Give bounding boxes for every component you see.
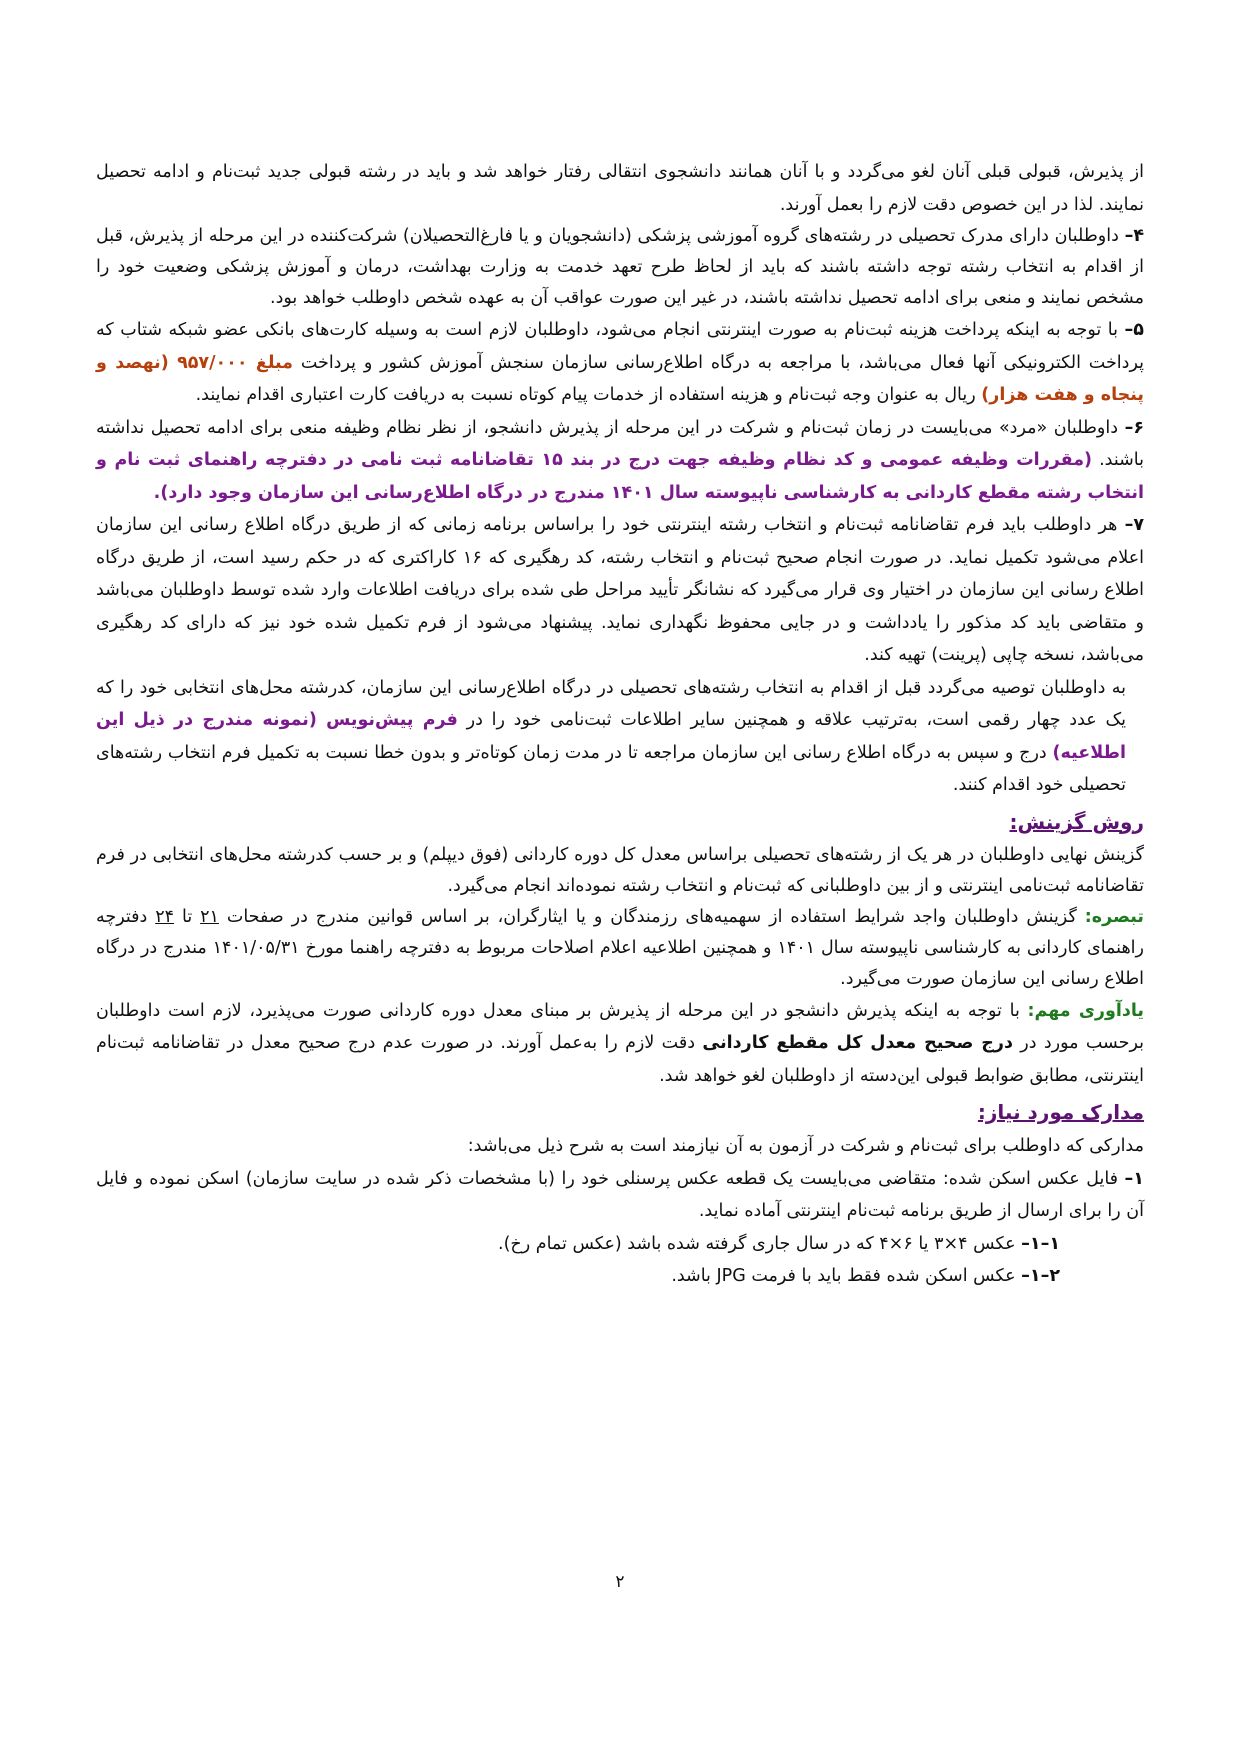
page-to: ۲۴	[155, 906, 175, 927]
note-label: تبصره:	[1084, 906, 1144, 927]
item-6	[96, 412, 1144, 510]
note-text: گزینش داوطلبان واجد شرایط استفاده از سهمیه‌های رزمندگان و یا ایثارگران، بر اساس قوانین مندرج در صفحات	[226, 906, 1077, 927]
item-text: فایل عکس اسکن شده: متقاضی می‌بایست یک قطعه عکس پرسنلی خود را (با مشخصات ذکر شده در سایت سازمان) اسکن نموده و فایل آن را برای ارسال از طریق برنامه ثبت‌نام اینترنتی آماده نماید.	[96, 1168, 1144, 1221]
documents-sub-item-1	[96, 1228, 1144, 1261]
item-number: ۵–	[1124, 320, 1144, 340]
gpa-emphasis: درج صحیح معدل کل مقطع کاردانی	[702, 1033, 1013, 1053]
advice-text: به داوطلبان توصیه می‌گردد قبل از اقدام به انتخاب رشته‌های تحصیلی در درگاه اطلاع‌رسانی این سازمان، کدرشته محل‌های انتخابی خود را که یک عدد چهار رقمی است، به‌ترتیب علاقه و همچنین سایر اطلاعات ثبت‌نامی خود را در	[96, 677, 1126, 730]
selection-heading: روش گزینش:	[1009, 809, 1144, 834]
documents-intro: مدارکی که داوطلب برای ثبت‌نام و شرکت در آزمون به آن نیازمند است به شرح ذیل می‌باشد:	[467, 1136, 1144, 1156]
intro-paragraph: از پذیرش، قبولی قبلی آنان لغو می‌گردد و با آنان همانند دانشجوی انتقالی رفتار خواهد شد و باید در رشته قبولی جدید ثبت‌نام و ادامه تحصیل نمایند. لذا در این خصوص دقت لازم را بعمل آورند.	[96, 162, 1144, 215]
reminder-text-cont: دقت لازم را به‌عمل آورند. در صورت عدم درج صحیح معدل در تقاضانامه ثبت‌نام اینترنتی، مطابق ضوابط قبولی این‌دسته از داوطلبان لغو خواهد شد.	[96, 1033, 1144, 1086]
item-number: ۶–	[1124, 417, 1144, 438]
page-number: ۲	[615, 1572, 625, 1592]
selection-note	[96, 902, 1144, 995]
item-5	[96, 314, 1144, 412]
documents-sub-item-2	[96, 1260, 1144, 1293]
draft-form-note: فرم پیش‌نویس (نمونه مندرج در ذیل این اطلاعیه)	[96, 710, 1126, 763]
item-text-cont: ریال به عنوان وجه ثبت‌نام و هزینه استفاده از خدمات پیام کوتاه نسبت به دریافت کارت اعتباری اقدام نمایند.	[195, 385, 976, 405]
item-text: داوطلبان دارای مدرک تحصیلی در رشته‌های گروه آموزشی پزشکی (دانشجویان و یا فارغ‌التحصیلان) شرکت‌کننده در این مرحله از پذیرش، قبل از اقدام به انتخاب رشته توجه داشته باشند که باید از لحاظ طرح تعهد خدمت به وزارت بهداشت، درمان و آموزش پزشکی وضعیت خود را مشخص نمایند و منعی برای ادامه تحصیل نداشته باشند، در غیر این صورت عواقب آن به عهده شخص داوطلب خواهد بود.	[96, 226, 1144, 308]
advice-text-cont: درج و سپس به درگاه اطلاع رسانی این سازمان مراجعه تا در مدت زمان کوتاه‌تر و بدون خطا نسبت به تکمیل فرم انتخاب رشته‌های تحصیلی خود اقدام کنند.	[96, 742, 1126, 795]
sub-item-text: عکس اسکن شده فقط باید با فرمت JPG باشد.	[671, 1266, 1016, 1286]
item-text: با توجه به اینکه پرداخت هزینه ثبت‌نام به صورت اینترنتی انجام می‌شود، داوطلبان لازم است به وسیله کارت‌های بانکی عضو شبکه شتاب که پرداخت الکترونیکی آنها فعال می‌باشد، با مراجعه به درگاه اطلاع‌رسانی سازمان سنجش آموزش کشور و پرداخت	[96, 320, 1144, 373]
item-text: هر داوطلب باید فرم تقاضانامه ثبت‌نام و انتخاب رشته اینترنتی خود را براساس برنامه زمانی که از طریق درگاه اطلاع رسانی این سازمان اعلام می‌شود تکمیل نماید. در صورت انجام صحیح ثبت‌نام و انتخاب رشته، کد رهگیری که ۱۶ کاراکتری که در حکم رسید است، از طریق درگاه اطلاع رسانی این سازمان در اختیار وی قرار می‌گیرد که نشانگر تأیید مراحل طی شده برای دریافت اطلاعات وارد شده توسط داوطلبان می‌باشد و متقاضی باید کد مذکور را یادداشت و در جایی محفوظ نگهداری نماید. پیشنهاد می‌شود از فرم تکمیل شده خود نیز که دارای کد رهگیری می‌باشد، نسخه چاپی (پرینت) تهیه کند.	[96, 515, 1144, 665]
document-body	[96, 156, 1144, 1293]
page-from: ۲۱	[200, 906, 219, 927]
reminder-label: یادآوری مهم:	[1027, 1000, 1144, 1021]
important-reminder	[96, 995, 1144, 1093]
note-to: تا	[181, 906, 193, 927]
sub-item-number: ۲–۱–	[1021, 1266, 1060, 1286]
documents-heading: مدارک مورد نیاز:	[977, 1100, 1144, 1124]
sub-item-number: ۱–۱–	[1021, 1233, 1060, 1254]
documents-item-1	[96, 1163, 1144, 1228]
military-service-note: (مقررات وظیفه عمومی و کد نظام وظیفه جهت درج در بند ۱۵ تقاضانامه ثبت نامی در دفترچه راهنمای ثبت نام و انتخاب رشته مقطع کاردانی به کارشناسی ناپیوسته سال ۱۴۰۱ مندرج در درگاه اطلاع‌رسانی این سازمان وجود دارد).	[96, 450, 1144, 503]
reminder-text: با توجه به اینکه پذیرش دانشجو در این مرحله از پذیرش بر مبنای معدل دوره کاردانی صورت می‌پذیرد، لازم است داوطلبان برحسب مورد در	[96, 1000, 1145, 1053]
item-7	[96, 509, 1144, 672]
selection-text: گزینش نهایی داوطلبان در هر یک از رشته‌های تحصیلی براساس معدل کل دوره کاردانی (فوق دیپلم) و بر حسب کدرشته محل‌های انتخابی در فرم تقاضانامه ثبت‌نامی اینترنتی و از بین داوطلبانی که ثبت‌نام و انتخاب رشته نموده‌اند انجام می‌گیرد.	[96, 844, 1144, 896]
advice-paragraph	[96, 672, 1144, 802]
item-number: ۴–	[1124, 226, 1144, 246]
item-number: ۱–	[1124, 1168, 1144, 1189]
item-text: داوطلبان «مرد» می‌بایست در زمان ثبت‌نام و شرکت در این مرحله از پذیرش دانشجو، از نظر نظام وظیفه منعی برای ادامه تحصیل نداشته باشند.	[96, 417, 1144, 470]
item-4	[96, 221, 1144, 314]
fee-amount: مبلغ ۹۵۷/۰۰۰ (نهصد و پنجاه و هفت هزار)	[96, 352, 1144, 405]
item-number: ۷–	[1124, 515, 1144, 535]
note-text-cont: دفترچه راهنمای کاردانی به کارشناسی ناپیوسته سال ۱۴۰۱ و همچنین اطلاعیه اعلام اصلاحات مربوط به دفترچه راهنما مورخ ۱۴۰۱/۰۵/۳۱ مندرج در درگاه اطلاع رسانی این سازمان صورت می‌گیرد.	[96, 906, 1144, 989]
sub-item-text: عکس ۴×۳ یا ۶×۴ که در سال جاری گرفته شده باشد (عکس تمام رخ).	[498, 1233, 1016, 1254]
